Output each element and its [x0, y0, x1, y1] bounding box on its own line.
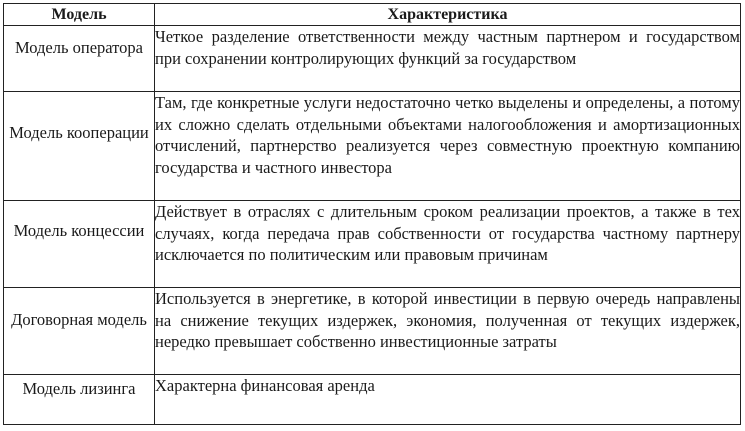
characteristic-cell: Действует в отраслях с длительным сроком реализации проектов, а также в тех случаях, когда передача прав собственности от государства частному партнеру исключается по политическим или правовым причинам — [155, 201, 741, 288]
model-cell: Модель оператора — [4, 26, 155, 92]
model-cell: Договорная модель — [4, 288, 155, 375]
characteristic-cell: Четкое разделение ответственности между частным партнером и государством при сохранении контролирующих функций за государством — [155, 26, 741, 92]
models-table — [3, 3, 741, 425]
characteristic-cell: Там, где конкретные услуги недостаточно четко выделены и определены, а потому их сложно сделать отдельными объектами налогообложения и амортизационных отчислений, партнерство реализуется через совместную проектную компанию государства и частного инвестора — [155, 92, 741, 201]
table-row — [4, 92, 741, 201]
header-row — [4, 4, 741, 26]
header-model: Модель — [4, 4, 155, 26]
table-row — [4, 288, 741, 375]
table-row — [4, 201, 741, 288]
model-cell: Модель лизинга — [4, 375, 155, 425]
table-row — [4, 26, 741, 92]
table-row — [4, 375, 741, 425]
model-cell: Модель концессии — [4, 201, 155, 288]
characteristic-cell: Характерна финансовая аренда — [155, 375, 741, 425]
header-characteristic: Характеристика — [155, 4, 741, 26]
characteristic-cell: Используется в энергетике, в которой инвестиции в первую очередь направлены на снижение текущих издержек, экономия, полученная от текущих издержек, нередко превышает собственно инвестиционные затраты — [155, 288, 741, 375]
model-cell: Модель кооперации — [4, 92, 155, 201]
